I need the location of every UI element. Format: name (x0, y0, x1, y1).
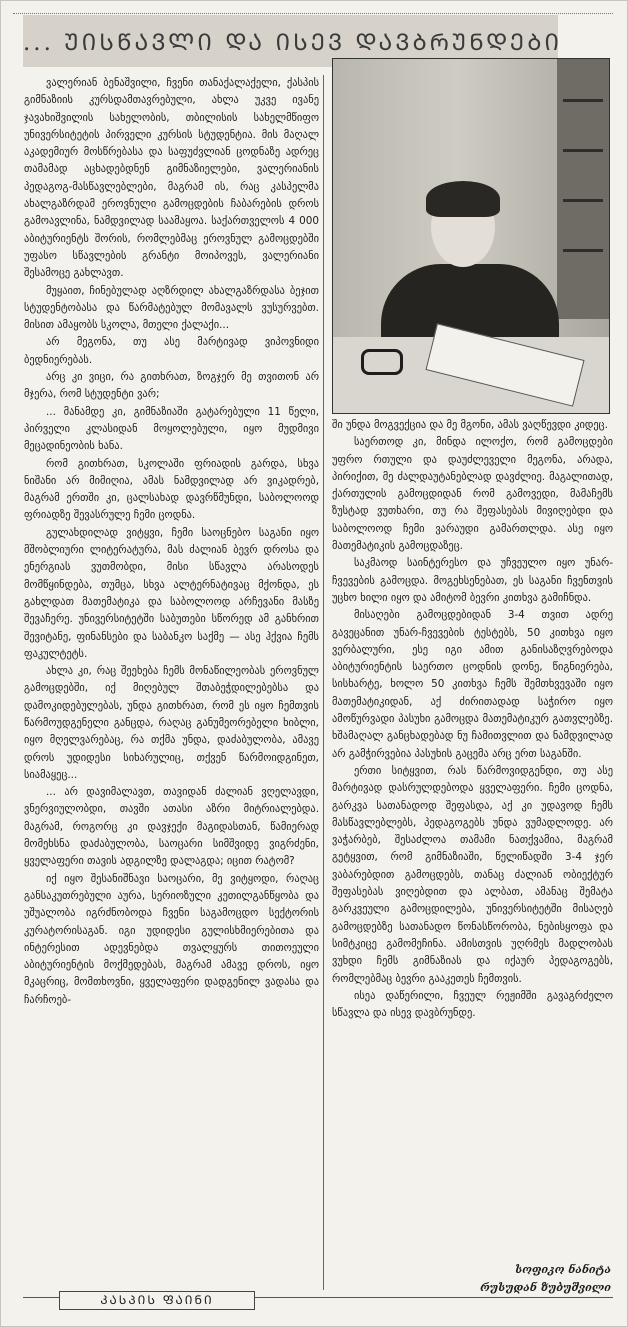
author-signature: რუსუდან ზუბუშვილი (480, 1281, 611, 1294)
paragraph: არ მეგონა, თუ ასე მარტივად ვიპოვნიდი ბედნიერებას. (24, 336, 319, 366)
paragraph: რომ გითხრათ, სკოლაში ფრიადის გარდა, სხვა ნიშანი არ მიმიღია, ამას ნამდვილად არ ვიკადრებ, მაგრამ ერთში კი, ცალსახად დავრწმუნდი, საბოლოოდ ფრიადზე შევასრულე ჩემი ცოდნა. (24, 457, 319, 522)
glasses-icon (361, 349, 403, 375)
paragraph: არც კი ვიცი, რა გითხრათ, ზოგჯერ მე თვითონ არ მჯერა, რომ სტუდენტი ვარ; (24, 371, 319, 401)
paragraph: მუყაით, ჩინებულად აღზრდილ ახალგაზრდასა ბეჯით სტუდენტობასა და წარმატებულ მომავალს ვუსურვებთ. მისით ამაყობს სკოლა, მთელი ქალაქი... (24, 284, 319, 332)
paragraph: იქ იყო შესანიშნავი საოცარი, მე ვიტყოდი, რაღაც განსაკუთრებული აურა, სერიოზული კეთილგანწყობა და უშუალობა იგრძნობოდა ჩვენი საგამოცდო სექტორის კურატორისაგან. იგი უდიდესი გულისხმიერებითა და ინტერესით ადევნებდა თვალყურს თითოეული აბიტურიენტის მოქმედებას, მაგრამ ამავე დროს, იყო მკაცრიც, მომთხოვნი, ყველაფერი დადგენილ ვადასა და ჩარჩოებ- (24, 872, 319, 1006)
paragraph: ... არ დავიმალავთ, თავიდან ძალიან ვღელავდი, ვნერვიულობდი, თავში ათასი აზრი მიტრიალებდა. მაგრამ, როგორც კი დავჯექი მაგიდასთან, წამიერად მომეხსნა დაძაბულობა, საოცარი სიმშვიდე ვიგრძენი, ყველაფერი თავის ადგილზე დალაგდა; იცით რატომ? (24, 786, 319, 868)
bookshelf (557, 59, 609, 319)
paragraph: გულახდილად ვიტყვი, ჩემი საოცნებო საგანი იყო მშობლიური ლიტერატურა, მას ძალიან ბევრ დროსა და ენერგიას ვუთმობდი, მისი სწავლა არასოდეს მომწყინდება, თუმცა, სხვა ალტერნატივაც მქონდა, ეს გახლდათ მათემატიკა და საბოლოოდ არჩევანი მასზე შევაჩერე. უნივერსიტეტში საბუთები სწორედ ამ განხრით შევიტანე, ფინანსები და საბანკო საქმე — ასე ჰქვია ჩემს ფაკულტეტს. (24, 526, 319, 660)
section-caption: ᲙᲐᲡᲞᲘᲡ ᲤᲐᲘᲜᲘ (59, 1291, 255, 1310)
paragraph: ერთი სიტყვით, რას წარმოვიდგენდი, თუ ასე მარტივად დასრულდებოდა ყველაფერი. ჩემი ცოდნა, გარკვა სათანადოდ შეფასდა, აქ კი უდავოდ ჩემს მასწავლებლებს, პედაგოგებს უნდა ვუმადლოდე. არ ვაჭარბებ, შესაძლოა თამამი ნათქვამია, მაგრამ გეტყვით, რომ გიმნაზიაში, წელიწადში 3-4 ჯერ ვაბარებდით გამოცდებს, თანაც ძალიან ობიექტურ შეფასებას ვიღებდით და ალბათ, ამანაც შემატა გარკვეული გამოცდილება, უნივერსიტეტში მისაღებ გამოცდებზე სათანადო წონასწორობა, ნებისყოფა და სიმტკიცე გამომეჩინა. ამისთვის უღრმეს მადლობას ვუხდი ჩემს გიმნაზიას და იქაურ პედაგოგებს, რომლებმაც ბევრი გააკეთეს ჩემთვის. (332, 764, 613, 985)
paragraph: საერთოდ კი, მინდა ილოქო, რომ გამოცდები უფრო რთული და დაუძლეველი მეგონა, არადა, პირიქით, მე ძალდაუტანებლად დავძლიე. მაგალითად, ქართულის გამოცდიდან რომ გამოვედი, მამაჩემს ზუსტად ვუთხარი, თუ რა შეფასებას მივიღებდი და საბოლოოდ ჩემი ვარაუდი გამართლდა. ასე იყო მათემატიკის გამოცდაზეც. (332, 436, 613, 553)
paragraph: ვალერიან ბენაშვილი, ჩვენი თანაქალაქელი, ქასპის გიმნაზიის კურსდამთავრებული, ახლა უკვე ივანე ჯავახიშვილის სახელობის, თბილისის სახელმწიფო უნივერსიტეტის პირველი კურსის სტუდენტია. მის მაღალ აკადემიურ მოსწრებასა და საფუძვლიან ცოდნაზე ადრეც თამამად აცხადებდნენ გიმნაზიელები, ვალერიანის პედაგოგ-მასწავლებლები, მაგრამ ის, რაც კასპელმა ახალგაზრდამ ეროვნული გამოცდების ჩაბარების დროს გამოავლინა, ნამდვილად საამაყოა. საქართველოს 4 000 აბიტურიენტს შორის, რომლებმაც ეროვნულ გამოცდებში უფასო სწავლების გრანტი მოიპოვეს, ვალერიანი შესამოცე გახლავთ. (24, 77, 319, 280)
left-column (24, 75, 319, 1287)
student-photo (332, 58, 610, 414)
paragraph: საკმაოდ საინტერესო და უჩვეულო იყო უნარ-ჩვევების გამოცდა. მოგეხსენებათ, ეს საგანი ჩვენთვის უცხო ხილი იყო და ამიტომ ბევრი კითხვა გამიჩნდა. (332, 557, 613, 604)
author-signature: სოფიკო ნანიტა (514, 1263, 611, 1276)
student-hair (426, 181, 500, 217)
paragraph: მისაღები გამოცდებიდან 3-4 თვით ადრე გავეცანით უნარ-ჩვევების ტესტებს, 50 კითხვა იყო ვერბალური, ესე იგი ამით განისაზღვრებოდა აბიტურიენტის საერთო ცოდნის დონე, წიგნიერება, სისხარტე, ხოლო 50 კითხვა ჩემს შემთხვევაში იყო მათემატიკიდან, აქ ძირითადად საჭირო იყო ამოწურვადი პასუხი გამოცდა მათემატიკურ გათვლებზე. ხშამაღალ განცხადებად ნუ ჩამითვლით და ნამდვილად არ გამჭირვებია პასუხის გაცემა არც ერთ საგანში. (332, 609, 613, 760)
headline-text: ... ᲣᲘᲡᲬᲐᲕᲚᲘ ᲓᲐ ᲘᲡᲔᲕ ᲓᲐᲕᲑᲠᲣᲜᲓᲔᲑᲘ (23, 30, 562, 56)
paragraph: ... მანამდე კი, გიმნაზიაში გატარებული 11 წელი, პირველი კლასიდან მოყოლებული, იყო მუდმივი მეცადინეობის ხანა. (24, 405, 319, 453)
paragraph: ახლა კი, რაც შეეხება ჩემს მონაწილეობას ეროვნულ გამოცდებში, იქ მიღებულ შთაბეჭდილებებსა და დამოკიდებულებას, უნდა გითხრათ, რომ ეს იყო ჩემთვის წარმოუდგენელი განცდა, რაღაც განუმეორებელი ხიბლი, იყო მღელვარებაც, რა თქმა უნდა, დაძაბულობა, ამავე დროს უდიდესი სიხარულიც, თქვენ წარმოიდგინეთ, სიამაყეც... (24, 665, 319, 781)
right-column (332, 417, 613, 1285)
paragraph: ისეა დაწერილი, ჩვეულ რეჟიმში გავაგრძელო სწავლა და ისევ დავბრუნდე. (332, 989, 613, 1020)
column-divider (323, 75, 324, 1290)
paragraph: ში უნდა მოგვექცია და მე მგონი, ამას ვაღწევდი კიდეც. (332, 419, 608, 431)
